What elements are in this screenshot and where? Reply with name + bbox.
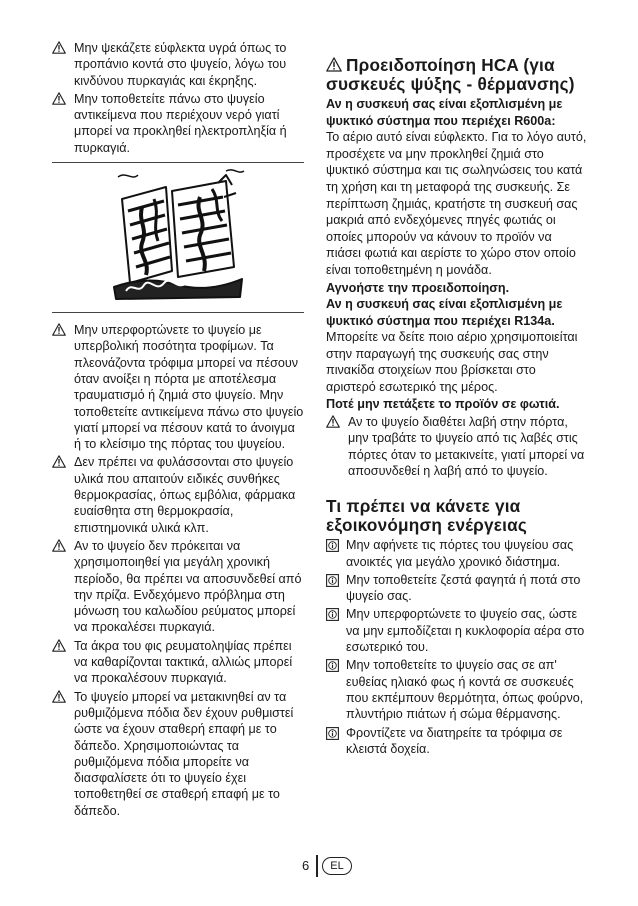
warning-item: [52, 322, 304, 452]
handle-warning-item: [326, 414, 588, 479]
warning-text: Δεν πρέπει να φυλάσσονται στο ψυγείο υλικά που απαιτούν ειδικές συνθήκες θερμοκρασίας, όπως εμβόλια, φάρμακα ευαίσθητα στη θερμοκρασία, επιστημονικά υλικά κλπ.: [74, 455, 296, 535]
warning-list-top: [52, 40, 304, 156]
no-fire-heading: Ποτέ μην πετάξετε το προϊόν σε φωτιά.: [326, 397, 560, 412]
page-number: 6: [302, 858, 310, 873]
ignore-warning-heading: Αγνοήστε την προειδοποίηση.: [326, 280, 510, 295]
left-column: [52, 40, 304, 819]
warning-triangle-icon: [52, 539, 66, 552]
info-icon: [326, 727, 339, 740]
warning-triangle-icon: [52, 690, 66, 703]
warning-text: Μην τοποθετείτε πάνω στο ψυγείο αντικείμενα που περιέχουν νερό γιατί μπορεί να προκληθεί ηλεκτροπληξία ή πυρκαγιά.: [74, 91, 287, 155]
warning-text: Αν το ψυγείο διαθέτει λαβή στην πόρτα, μην τραβάτε το ψυγείο από τις λαβές στις πόρτες όταν το μετακινείτε, γιατί μπορεί να αποσυνδεθεί η λαβή από το ψυγείο.: [348, 414, 585, 478]
warning-triangle-icon: [52, 455, 66, 468]
energy-tip-item: [326, 606, 588, 655]
warning-triangle-icon: [52, 92, 66, 105]
warning-text: Μην ψεκάζετε εύφλεκτα υγρά όπως το προπάνιο κοντά στο ψυγείο, λόγω του κινδύνου πυρκαγιάς και έκρηξης.: [74, 41, 287, 88]
info-icon: [326, 574, 339, 587]
warning-triangle-icon: [326, 57, 342, 72]
r600a-heading: Αν η συσκευή σας είναι εξοπλισμένη με ψυκτικό σύστημα που περιέχει R600a:: [326, 97, 563, 128]
warning-triangle-icon: [52, 639, 66, 652]
tip-text: Φροντίζετε να διατηρείτε τα τρόφιμα σε κλειστά δοχεία.: [346, 725, 563, 756]
warning-text: Αν το ψυγείο δεν πρόκειται να χρησιμοποιηθεί για μεγάλη χρονική περίοδο, θα πρέπει να αποσυνδεθεί από την πρίζα. Ενδεχόμενο πρόβλημα στη μόνωση του καλωδίου ρεύματος μπορεί να προκαλέσει πυρκαγιά.: [74, 538, 302, 635]
energy-tip-item: [326, 537, 588, 570]
warning-item: [52, 40, 304, 89]
warning-triangle-icon: [52, 41, 66, 54]
tip-text: Μην αφήνετε τις πόρτες του ψυγείου σας ανοικτές για μεγάλο χρονικό διάστημα.: [346, 538, 574, 569]
energy-tips-list: [326, 537, 588, 757]
hca-warning-title: Προειδοποίηση HCA (για συσκευές ψύξης - θέρμανσης): [326, 55, 575, 94]
warning-item: [52, 689, 304, 819]
tip-text: Μην τοποθετείτε ζεστά φαγητά ή ποτά στο ψυγείο σας.: [346, 572, 581, 604]
warning-triangle-icon: [326, 415, 340, 428]
warning-triangle-icon: [52, 323, 66, 336]
right-column: [326, 56, 588, 757]
warning-text: Μην υπερφορτώνετε το ψυγείο με υπερβολική ποσότητα τροφίμων. Τα πλεονάζοντα τρόφιμα μπορεί να πέσουν όταν ανοίξει η πόρτα με αποτέλεσμα τραυματισμό ή ζημιά στο ψυγείο. Μην τοποθετείτε αντικείμενα πάνω στο ψυγείο γιατί μπορεί να πέσουν κατά το άνοιγμα ή το κλείσιμο της πόρτας του ψυγείου.: [74, 323, 304, 452]
warning-list-bottom: [52, 322, 304, 819]
r134a-heading: Αν η συσκευή σας είναι εξοπλισμένη με ψυκτικό σύστημα που περιέχει R134a.: [326, 297, 563, 328]
energy-tip-item: [326, 725, 588, 758]
info-icon: [326, 539, 339, 552]
illustration-frame: [52, 163, 304, 309]
fire-pictogram-illustration: [108, 167, 248, 303]
energy-tip-item: [326, 657, 588, 722]
r134a-text: Μπορείτε να δείτε ποιο αέριο χρησιμοποιείται στην παραγωγή της συσκευής σας στην πινακίδα στοιχείων που βρίσκεται στο αριστερό εσωτερικό της μέρος.: [326, 330, 578, 394]
warning-item: [52, 454, 304, 535]
warning-item: [52, 91, 304, 156]
info-icon: [326, 608, 339, 621]
warning-item: [52, 638, 304, 687]
energy-saving-heading: Τι πρέπει να κάνετε για εξοικονόμηση ενέργειας: [326, 496, 527, 535]
warning-item: [52, 538, 304, 636]
info-icon: [326, 659, 339, 672]
tip-text: Μην τοποθετείτε το ψυγείο σας σε απ' ευθείας ηλιακό φως ή κοντά σε συσκευές που εκπέμπουν θερμότητα, όπως φούρνο, πλυντήριο πιάτων ή σώμα θέρμανσης.: [346, 658, 584, 722]
energy-tip-item: [326, 572, 588, 605]
divider: [52, 312, 304, 313]
r600a-text: Το αέριο αυτό είναι εύφλεκτο. Για το λόγο αυτό, προσέχετε να μην προκληθεί ζημιά στο ψυκτικό σύστημα και τις σωληνώσεις του κατά τη χρήση και τη μεταφορά της συσκευής. Σε περίπτωση ζημιάς, κρατήστε τη συσκευή σας μακριά από ενδεχόμενες πηγές φωτιάς οι οποίες μπορούν να κάνουν το προϊόν να πιάσει φωτιά και αερίστε το χώρο στον οποίο είναι τοποθετημένη η μονάδα.: [326, 130, 587, 277]
tip-text: Μην υπερφορτώνετε το ψυγείο σας, ώστε να μην εμποδίζεται η κυκλοφορία αέρα στο εσωτερικό του.: [346, 607, 585, 655]
language-badge: EL: [322, 857, 352, 875]
warning-text: Τα άκρα του φις ρευματοληψίας πρέπει να καθαρίζονται τακτικά, αλλιώς μπορεί να προκαλέσουν πυρκαγιά.: [74, 638, 293, 686]
footer-divider: [316, 855, 318, 877]
hca-warning-heading: [326, 56, 588, 93]
warning-text: Το ψυγείο μπορεί να μετακινηθεί αν τα ρυθμιζόμενα πόδια δεν έχουν ρυθμιστεί ώστε να έχουν σταθερή επαφή με το δάπεδο. Χρησιμοποιώντας τα ρυθμιζόμενα πόδια μπορείτε να διασφαλίσετε ότι το ψυγείο έχει τοποθετηθεί σε σταθερή επαφή με το δάπεδο.: [74, 689, 294, 818]
